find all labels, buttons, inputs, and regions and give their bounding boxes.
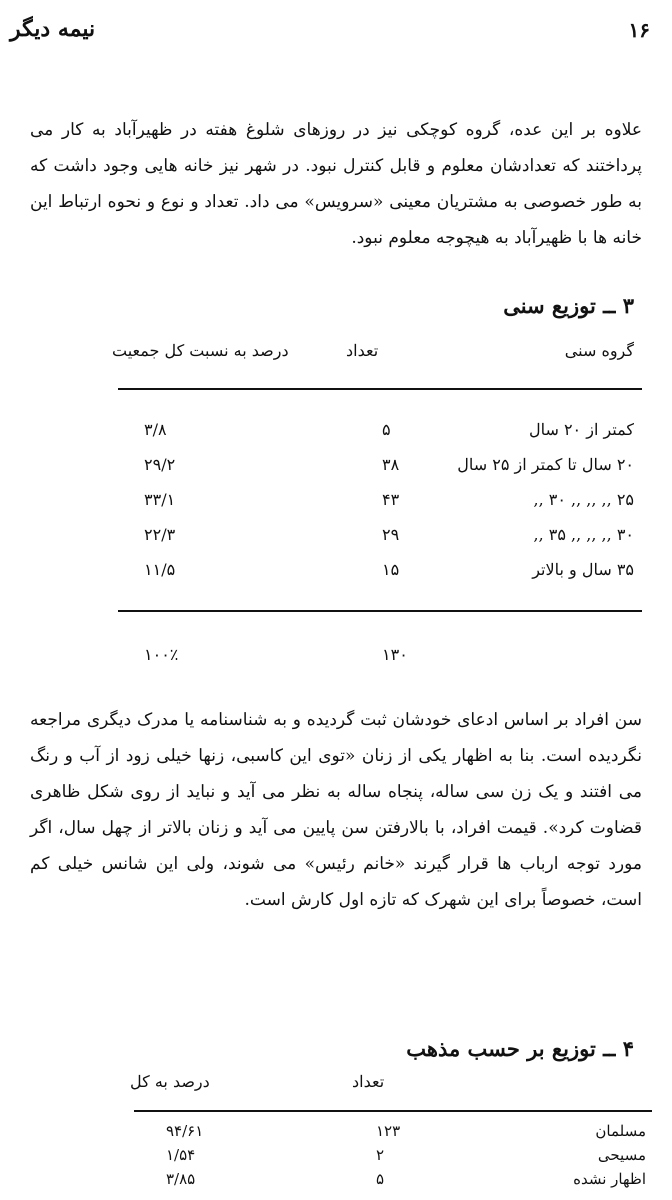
table-row xyxy=(112,455,634,485)
table-total-row xyxy=(112,645,634,675)
paragraph-2: سن افراد بر اساس ادعای خودشان ثبت گردیده و به شناسنامه یا مدرک دیگری مراجعه نگردیده است. بنا به اظهار یکی از زنان «توی این کاسبی، زنها خیلی زود از آب و رنگ می افتند و یک زن سی ساله، پنجاه ساله به نظر می آید و نباید از روی شکل ظاهری قضاوت کرد». قیمت افراد، با بالارفتن سن پایین می آید و زنان بالاتر از چهل سال، اگر مورد توجه ارباب ها قرار گیرند «خانم رئیس» می شوند، ولی این شانس خیلی کم است، خصوصاً برای این شهرک که تازه اول کارش است. xyxy=(30,710,642,910)
percent-cell: ۳۳/۱ xyxy=(144,490,176,509)
running-header-title: نیمه دیگر xyxy=(10,16,96,42)
section-title-age-distribution: ۳ ــ توزیع سنی xyxy=(503,293,634,318)
count-cell: ۵ xyxy=(382,420,391,439)
religion-label-cell: مسیحی xyxy=(597,1146,646,1164)
column-header-count: تعداد xyxy=(346,341,379,360)
table-top-rule xyxy=(118,388,642,390)
column-header-age-group: گروه سنی xyxy=(564,341,634,360)
percent-cell: ۲۹/۲ xyxy=(144,455,176,474)
table-row xyxy=(112,525,634,555)
count-cell: ۲ xyxy=(376,1146,385,1164)
total-percent: ۱۰۰٪ xyxy=(144,645,179,664)
age-group-cell: ۲۰ سال تا کمتر از ۲۵ سال xyxy=(457,455,634,474)
section-title-religion-distribution: ۴ ــ توزیع بر حسب مذهب xyxy=(406,1036,634,1061)
percent-cell: ۱۱/۵ xyxy=(144,560,176,579)
count-cell: ۳۸ xyxy=(382,455,400,474)
table-row xyxy=(130,1146,646,1168)
percent-cell: ۲۲/۳ xyxy=(144,525,176,544)
table-row xyxy=(112,490,634,520)
percent-cell: ۳/۸۵ xyxy=(166,1170,196,1188)
column-header-percent: درصد به کل xyxy=(130,1072,210,1091)
table-row xyxy=(130,1122,646,1144)
table-row xyxy=(112,420,634,450)
percent-cell: ۱/۵۴ xyxy=(166,1146,196,1164)
religion-label-cell: مسلمان xyxy=(595,1122,646,1140)
count-cell: ۱۵ xyxy=(382,560,400,579)
percent-cell: ۹۴/۶۱ xyxy=(166,1122,204,1140)
table-bottom-rule xyxy=(118,610,642,612)
count-cell: ۵ xyxy=(376,1170,385,1188)
table-row xyxy=(130,1170,646,1192)
column-header-percent: درصد به نسبت کل جمعیت xyxy=(112,341,289,360)
age-group-cell: ۳۵ سال و بالاتر xyxy=(532,560,634,579)
age-group-cell: ۲۵ ,, ,, ,, ۳۰ ,, xyxy=(533,490,634,509)
table-row xyxy=(112,560,634,590)
page-number: ۱۶ xyxy=(628,18,650,42)
total-count: ۱۳۰ xyxy=(382,645,408,664)
count-cell: ۲۹ xyxy=(382,525,400,544)
age-group-cell: کمتر از ۲۰ سال xyxy=(528,420,634,439)
age-group-cell: ۳۰ ,, ,, ,, ۳۵ ,, xyxy=(533,525,634,544)
count-cell: ۱۲۳ xyxy=(376,1122,401,1140)
table-top-rule xyxy=(134,1110,652,1112)
count-cell: ۴۳ xyxy=(382,490,400,509)
percent-cell: ۳/۸ xyxy=(144,420,167,439)
column-header-count: تعداد xyxy=(352,1072,385,1091)
religion-label-cell: اظهار نشده xyxy=(573,1170,646,1188)
paragraph-1: علاوه بر این عده، گروه کوچکی نیز در روزهای شلوغ هفته در ظهیرآباد به کار می پرداختند که تعدادشان معلوم و قابل کنترل نبود. در شهر نیز خانه هایی وجود داشت که به طور خصوصی به مشتریان معینی «سرویس» می داد. تعداد و نوع و نحوه ارتباط این خانه ها با ظهیرآباد به هیچوجه معلوم نبود. xyxy=(30,120,642,248)
